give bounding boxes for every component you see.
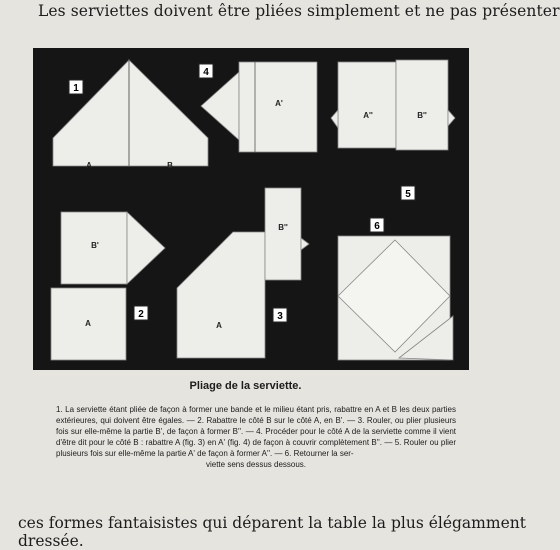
fold-2-arrow [127,212,165,284]
caption-paragraph-end: viette sens dessus dessous. [205,460,307,469]
figure-caption-text [56,404,456,470]
fold-3-house [177,232,265,358]
fold-1-right [129,60,208,166]
part-a-step2: A [85,319,91,328]
part-b-prime: B' [91,241,99,250]
part-b-second-step5: B'' [417,111,427,120]
fold-5-left [338,62,396,148]
body-text-bottom-line-2: dressée. [18,532,84,550]
part-a-prime: A' [275,99,283,108]
body-text-bottom [18,514,526,550]
part-a-step1: A [86,161,92,170]
body-text-bottom-line-1: ces formes fantaisistes qui déparent la table la plus élégamment [18,514,526,532]
fold-4-arrow [201,72,239,140]
fold-3-strip [265,188,301,280]
caption-paragraph: 1. La serviette étant pliée de façon à former une bande et le milieu étant pris, rabattre en A et B les deux parties extérieures, qui doivent être égales. — 2. Rabattre le côté B sur le côté A, en B'. — 3. Rouler, ou plier plusieurs fois sur elle-même la partie B', de façon à former B''. — 4. Procéder pour le côté A de la serviette comme il vient d'être dit pour le côté B : rabattre A (fig. 3) en A' (fig. 4) de façon à couvrir complètement B''. — 5. Rouler ou plier plusieurs fois sur elle-même la partie A' de façon à former A''. — 6. Retourner la ser- [56,405,456,458]
napkin-folding-figure [33,48,469,370]
fold-1-left [53,60,129,166]
part-a-second: A'' [363,111,373,120]
step-3-label: 3 [277,311,283,322]
step-6-label: 6 [374,221,380,232]
napkin-illustration [33,48,469,370]
fold-5-right [396,60,448,150]
part-a-step3: A [216,321,222,330]
step-4-label: 4 [203,67,209,78]
step-2-label: 2 [138,309,144,320]
part-b-second-step3: B'' [278,223,288,232]
part-b-step1: B [167,161,173,170]
step-1-label: 1 [73,83,79,94]
figure-caption-title: Pliage de la serviette. [189,380,302,392]
step-5-label: 5 [405,189,411,200]
body-text-top: Les serviettes doivent être pliées simplement et ne pas présenter [38,2,560,20]
